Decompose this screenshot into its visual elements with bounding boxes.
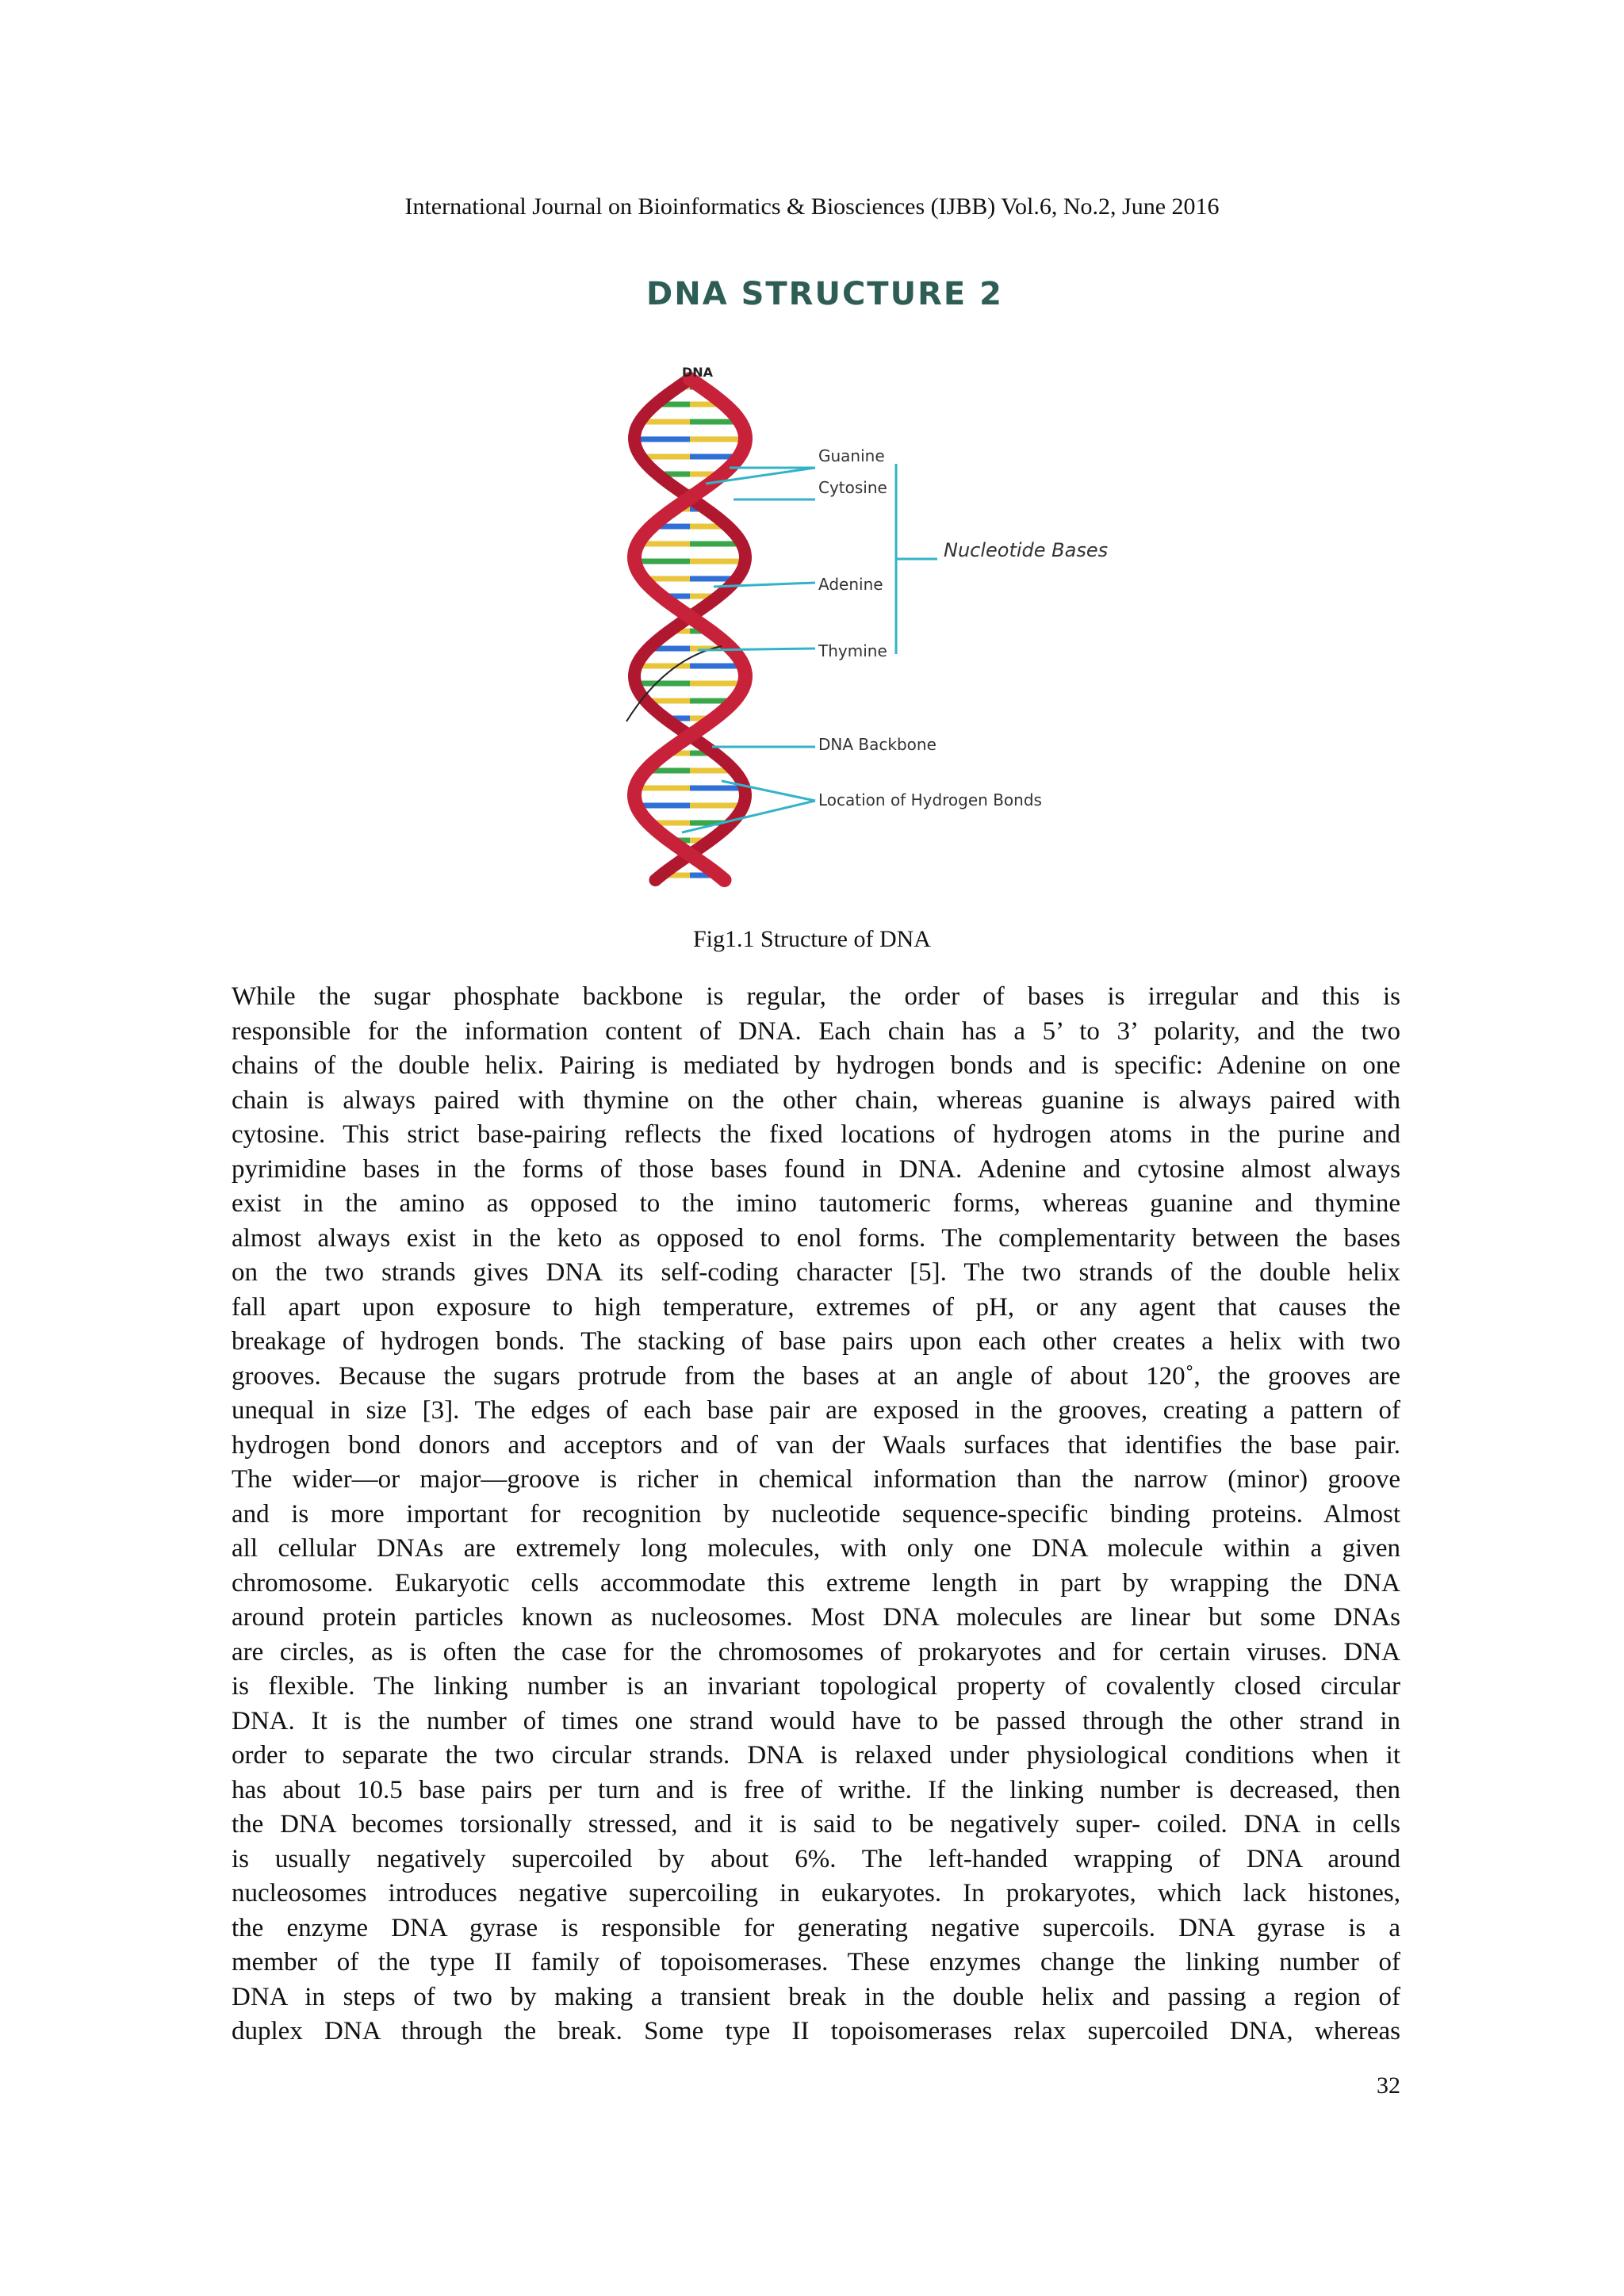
leader-line bbox=[698, 649, 815, 650]
body-line: on the two strands gives DNA its self-coding character [5]. The two strands of the double helix bbox=[232, 1258, 1400, 1287]
body-line: member of the type II family of topoisomerases. These enzymes change the linking number of bbox=[232, 1948, 1400, 1976]
label-cytosine: Cytosine bbox=[818, 478, 887, 497]
body-line: around protein particles known as nucleosomes. Most DNA molecules are linear but some DNAs bbox=[232, 1603, 1400, 1632]
body-line: chains of the double helix. Pairing is mediated by hydrogen bonds and is specific: Adenine on one bbox=[232, 1051, 1400, 1080]
body-line: breakage of hydrogen bonds. The stacking of base pairs upon each other creates a helix with two bbox=[232, 1327, 1400, 1356]
body-line: unequal in size [3]. The edges of each base pair are exposed in the grooves, creating a pattern of bbox=[232, 1396, 1400, 1425]
body-line: nucleosomes introduces negative supercoiling in eukaryotes. In prokaryotes, which lack histones, bbox=[232, 1879, 1400, 1908]
body-line: DNA in steps of two by making a transient break in the double helix and passing a region of bbox=[232, 1982, 1400, 2011]
running-header: International Journal on Bioinformatics & Biosciences (IJBB) Vol.6, No.2, June 2016 bbox=[404, 193, 1220, 220]
body-line: duplex DNA through the break. Some type II topoisomerases relax supercoiled DNA, whereas bbox=[232, 2017, 1400, 2045]
body-line: hydrogen bond donors and acceptors and of van der Waals surfaces that identifies the base pair. bbox=[232, 1430, 1400, 1460]
body-line: responsible for the information content of DNA. Each chain has a 5’ to 3’ polarity, and the two bbox=[232, 1016, 1400, 1046]
body-line: chromosome. Eukaryotic cells accommodate this extreme length in part by wrapping the DNA bbox=[232, 1568, 1400, 1598]
body-line: are circles, as is often the case for the chromosomes of prokaryotes and for certain viruses. DNA bbox=[232, 1637, 1400, 1667]
body-line: fall apart upon exposure to high temperature, extremes of pH, or any agent that causes the bbox=[232, 1292, 1400, 1322]
body-line: While the sugar phosphate backbone is regular, the order of bases is irregular and this is bbox=[232, 982, 1400, 1011]
body-line: pyrimidine bases in the forms of those bases found in DNA. Adenine and cytosine almost always bbox=[232, 1154, 1400, 1184]
body-line: is flexible. The linking number is an invariant topological property of covalently closed circular bbox=[232, 1672, 1400, 1701]
body-line: and is more important for recognition by nucleotide sequence-specific binding proteins. Almost bbox=[232, 1499, 1400, 1529]
body-line: DNA. It is the number of times one strand would have to be passed through the other strand in bbox=[232, 1706, 1400, 1735]
label-adenine: Adenine bbox=[818, 575, 883, 594]
label-hydrogen-bonds: Location of Hydrogen Bonds bbox=[818, 790, 1042, 809]
dna-helix-diagram bbox=[603, 262, 1158, 896]
body-line: the DNA becomes torsionally stressed, and it is said to be negatively super- coiled. DNA in cells bbox=[232, 1810, 1400, 1839]
label-guanine: Guanine bbox=[818, 446, 885, 465]
body-paragraph bbox=[232, 980, 1400, 2049]
body-line: almost always exist in the keto as opposed to enol forms. The complementarity between the bases bbox=[232, 1223, 1400, 1253]
dna-structure-figure bbox=[603, 262, 1158, 896]
body-line: exist in the amino as opposed to the imino tautomeric forms, whereas guanine and thymine bbox=[232, 1189, 1400, 1218]
body-line: chain is always paired with thymine on the other chain, whereas guanine is always paired with bbox=[232, 1085, 1400, 1115]
page-number: 32 bbox=[1377, 2072, 1400, 2099]
body-line: is usually negatively supercoiled by about 6%. The left-handed wrapping of DNA around bbox=[232, 1844, 1400, 1873]
label-nucleotide-bases: Nucleotide Bases bbox=[944, 539, 1109, 561]
label-dna-backbone: DNA Backbone bbox=[818, 735, 936, 754]
body-line: The wider—or major—groove is richer in chemical information than the narrow (minor) groove bbox=[232, 1465, 1400, 1494]
dna-top-label: DNA bbox=[682, 365, 714, 380]
body-line: order to separate the two circular strands. DNA is relaxed under physiological conditions when it bbox=[232, 1741, 1400, 1770]
body-line: cytosine. This strict base-pairing reflects the fixed locations of hydrogen atoms in the purine and bbox=[232, 1120, 1400, 1149]
body-line: all cellular DNAs are extremely long molecules, with only one DNA molecule within a given bbox=[232, 1534, 1400, 1563]
label-thymine: Thymine bbox=[818, 641, 887, 660]
figure-caption: Fig1.1 Structure of DNA bbox=[693, 926, 931, 952]
body-line: grooves. Because the sugars protrude from the bases at an angle of about 120˚, the grooves are bbox=[232, 1361, 1400, 1391]
figure-title: DNA STRUCTURE 2 bbox=[646, 276, 1003, 312]
body-line: the enzyme DNA gyrase is responsible for generating negative supercoils. DNA gyrase is a bbox=[232, 1913, 1400, 1942]
body-line: has about 10.5 base pairs per turn and is free of writhe. If the linking number is decreased, then bbox=[232, 1775, 1400, 1804]
